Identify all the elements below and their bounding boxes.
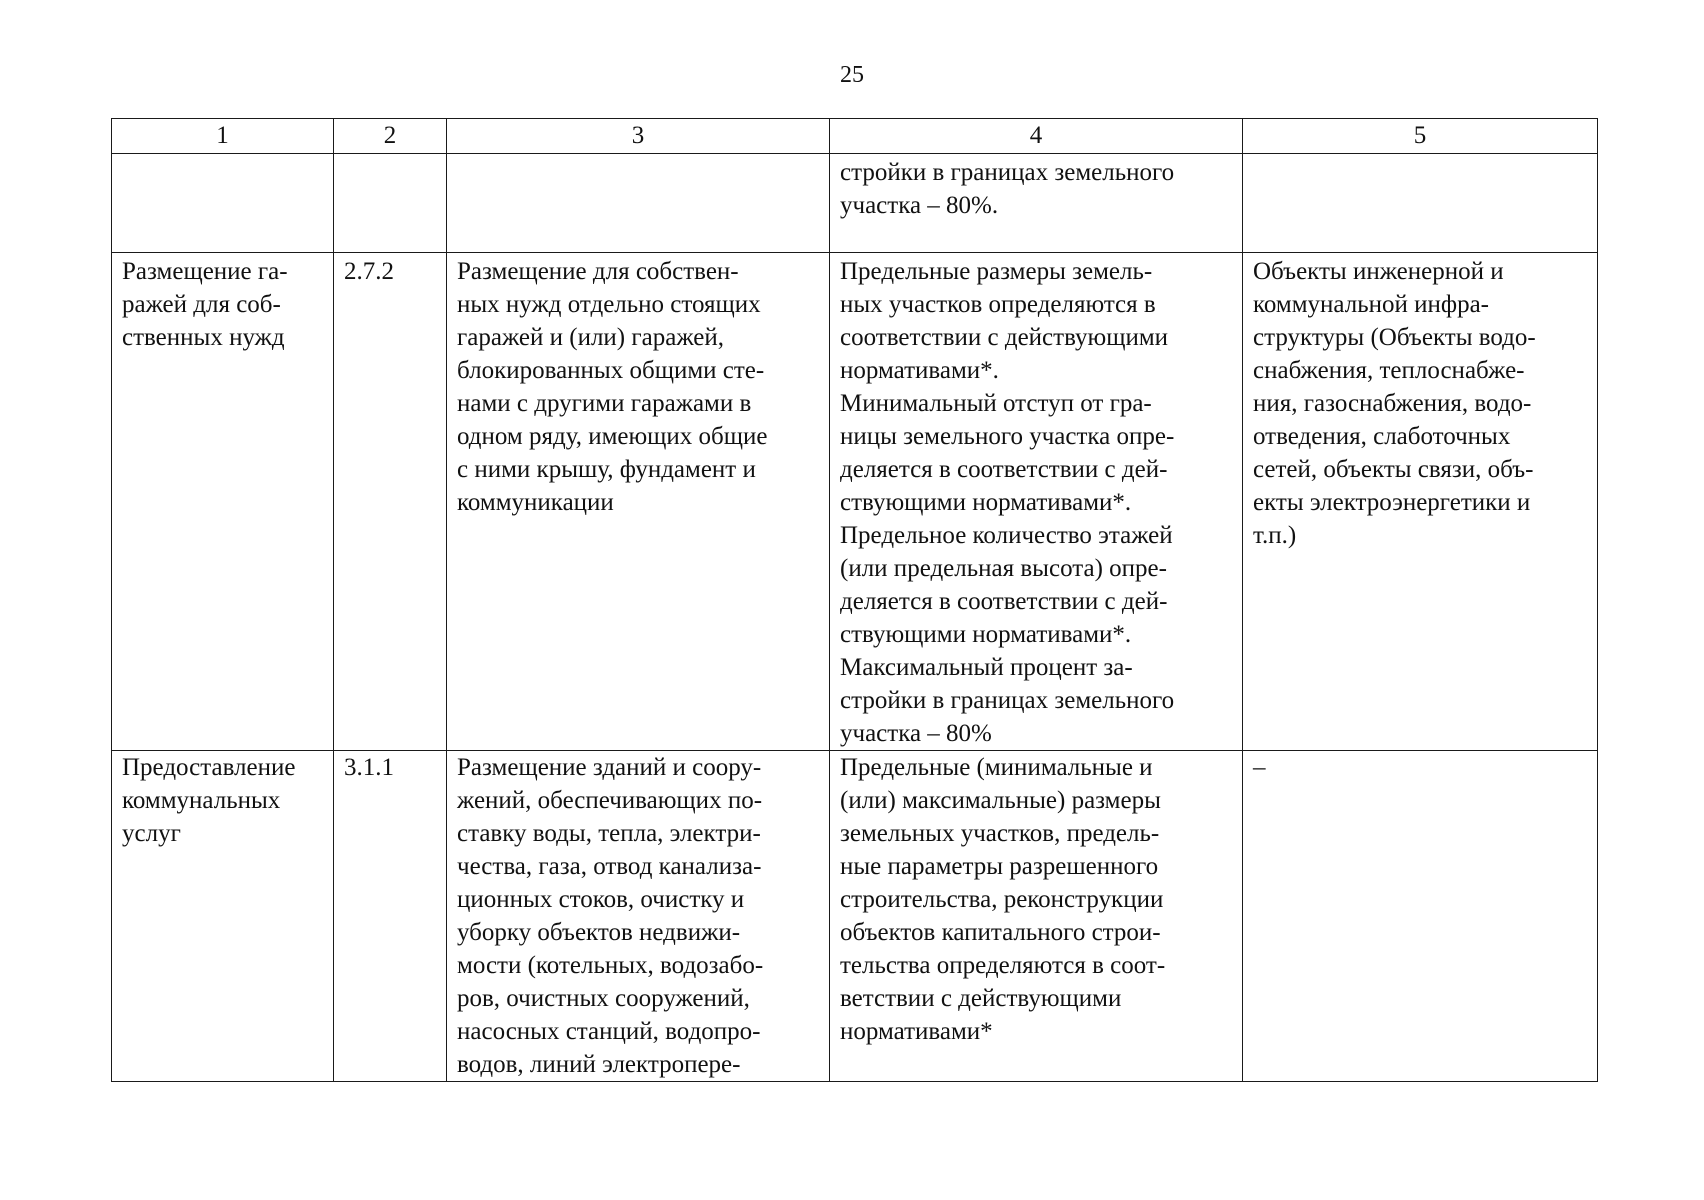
cell-text-line: ражей для соб- [122,291,281,318]
cell-text-line: деляется в соответствии с дей- [840,588,1168,615]
cell-text-line: Предоставление [122,754,296,781]
cell-text-line: деляется в соответствии с дей- [840,456,1168,483]
table-row [112,751,1598,1082]
cell-text-line: ния, газоснабжения, водо- [1253,390,1532,417]
table-cell [1243,154,1598,253]
cell-text-line: 2.7.2 [344,258,394,285]
table-cell [112,253,334,751]
cell-text-line: одном ряду, имеющих общие [457,423,768,450]
cell-text-line: ные параметры разрешенного [840,853,1159,880]
table-cell [830,154,1243,253]
cell-text-line: Размещение га- [122,258,288,285]
table-cell [447,253,830,751]
cell-text-line: земельных участков, предель- [840,820,1160,847]
cell-text-line: ветствии с действующими [840,985,1122,1012]
document-table [111,118,1598,1082]
cell-text-line: Размещение для собствен- [457,258,739,285]
cell-text-line: Предельные (минимальные и [840,754,1153,781]
cell-text-line: ных нужд отдельно стоящих [457,291,761,318]
cell-text-line: стройки в границах земельного [840,687,1175,714]
table-cell [334,751,447,1082]
cell-text-line: Объекты инженерной и [1253,258,1504,285]
table-cell [112,154,334,253]
cell-text-line: блокированных общими сте- [457,357,765,384]
cell-text-line: ственных нужд [122,324,285,351]
cell-text-line: 3.1.1 [344,754,394,781]
column-header-3: 3 [447,119,830,154]
cell-text-line: отведения, слаботочных [1253,423,1511,450]
cell-text-line: Минимальный отступ от гра- [840,390,1152,417]
cell-text-line: стройки в границах земельного [840,159,1175,186]
cell-text-line: ставку воды, тепла, электри- [457,820,761,847]
page-number: 25 [840,62,864,88]
cell-text-line: гаражей и (или) гаражей, [457,324,724,351]
header-row [112,119,1598,154]
cell-text-line: Максимальный процент за- [840,654,1133,681]
cell-text-line: строительства, реконструкции [840,886,1164,913]
cell-text-line: (или предельная высота) опре- [840,555,1167,582]
column-header-4: 4 [830,119,1243,154]
cell-text-line: соответствии с действующими [840,324,1169,351]
cell-text-line: ствующими нормативами*. [840,489,1132,516]
cell-text-line: ствующими нормативами*. [840,621,1132,648]
cell-text-line: т.п.) [1253,522,1297,549]
cell-text-line: водов, линий электропере- [457,1051,741,1078]
cell-text-line: чества, газа, отвод канализа- [457,853,762,880]
table-cell [1243,253,1598,751]
cell-text-line: снабжения, теплоснабже- [1253,357,1525,384]
cell-text-line: структуры (Объекты водо- [1253,324,1536,351]
cell-text-line: коммунальных [122,787,281,814]
cell-text-line: насосных станций, водопро- [457,1018,761,1045]
cell-text-line: – [1253,754,1266,781]
cell-text-line: участка – 80%. [840,192,999,219]
cell-text-line: ницы земельного участка опре- [840,423,1175,450]
cell-text-line: участка – 80% [840,720,992,747]
column-header-2: 2 [334,119,447,154]
cell-text-line: сетей, объекты связи, объ- [1253,456,1534,483]
cell-text-line: тельства определяются в соот- [840,952,1166,979]
cell-text-line: нами с другими гаражами в [457,390,752,417]
cell-text-line: коммунальной инфра- [1253,291,1489,318]
cell-text-line: с ними крышу, фундамент и [457,456,756,483]
table-row [112,154,1598,253]
table-cell [112,751,334,1082]
cell-text-line: коммуникации [457,489,614,516]
cell-text-line: услуг [122,820,181,847]
cell-text-line: екты электроэнергетики и [1253,489,1531,516]
table-cell [447,751,830,1082]
cell-text-line: (или) максимальные) размеры [840,787,1161,814]
table-cell [334,253,447,751]
cell-text-line: ных участков определяются в [840,291,1156,318]
cell-text-line: объектов капитального строи- [840,919,1161,946]
table-cell [830,253,1243,751]
cell-text-line: ционных стоков, очистку и [457,886,745,913]
table-cell [447,154,830,253]
cell-text-line: Размещение зданий и соору- [457,754,762,781]
cell-text-line: ров, очистных сооружений, [457,985,750,1012]
cell-text-line: Предельное количество этажей [840,522,1173,549]
table-cell [334,154,447,253]
cell-text-line: нормативами* [840,1018,993,1045]
cell-text-line: нормативами*. [840,357,999,384]
cell-text-line: жений, обеспечивающих по- [457,787,763,814]
column-header-5: 5 [1243,119,1598,154]
table-cell [1243,751,1598,1082]
table-cell [830,751,1243,1082]
column-header-1: 1 [112,119,334,154]
cell-text-line: уборку объектов недвижи- [457,919,741,946]
table-row [112,253,1598,751]
cell-text-line: Предельные размеры земель- [840,258,1153,285]
cell-text-line: мости (котельных, водозабо- [457,952,764,979]
